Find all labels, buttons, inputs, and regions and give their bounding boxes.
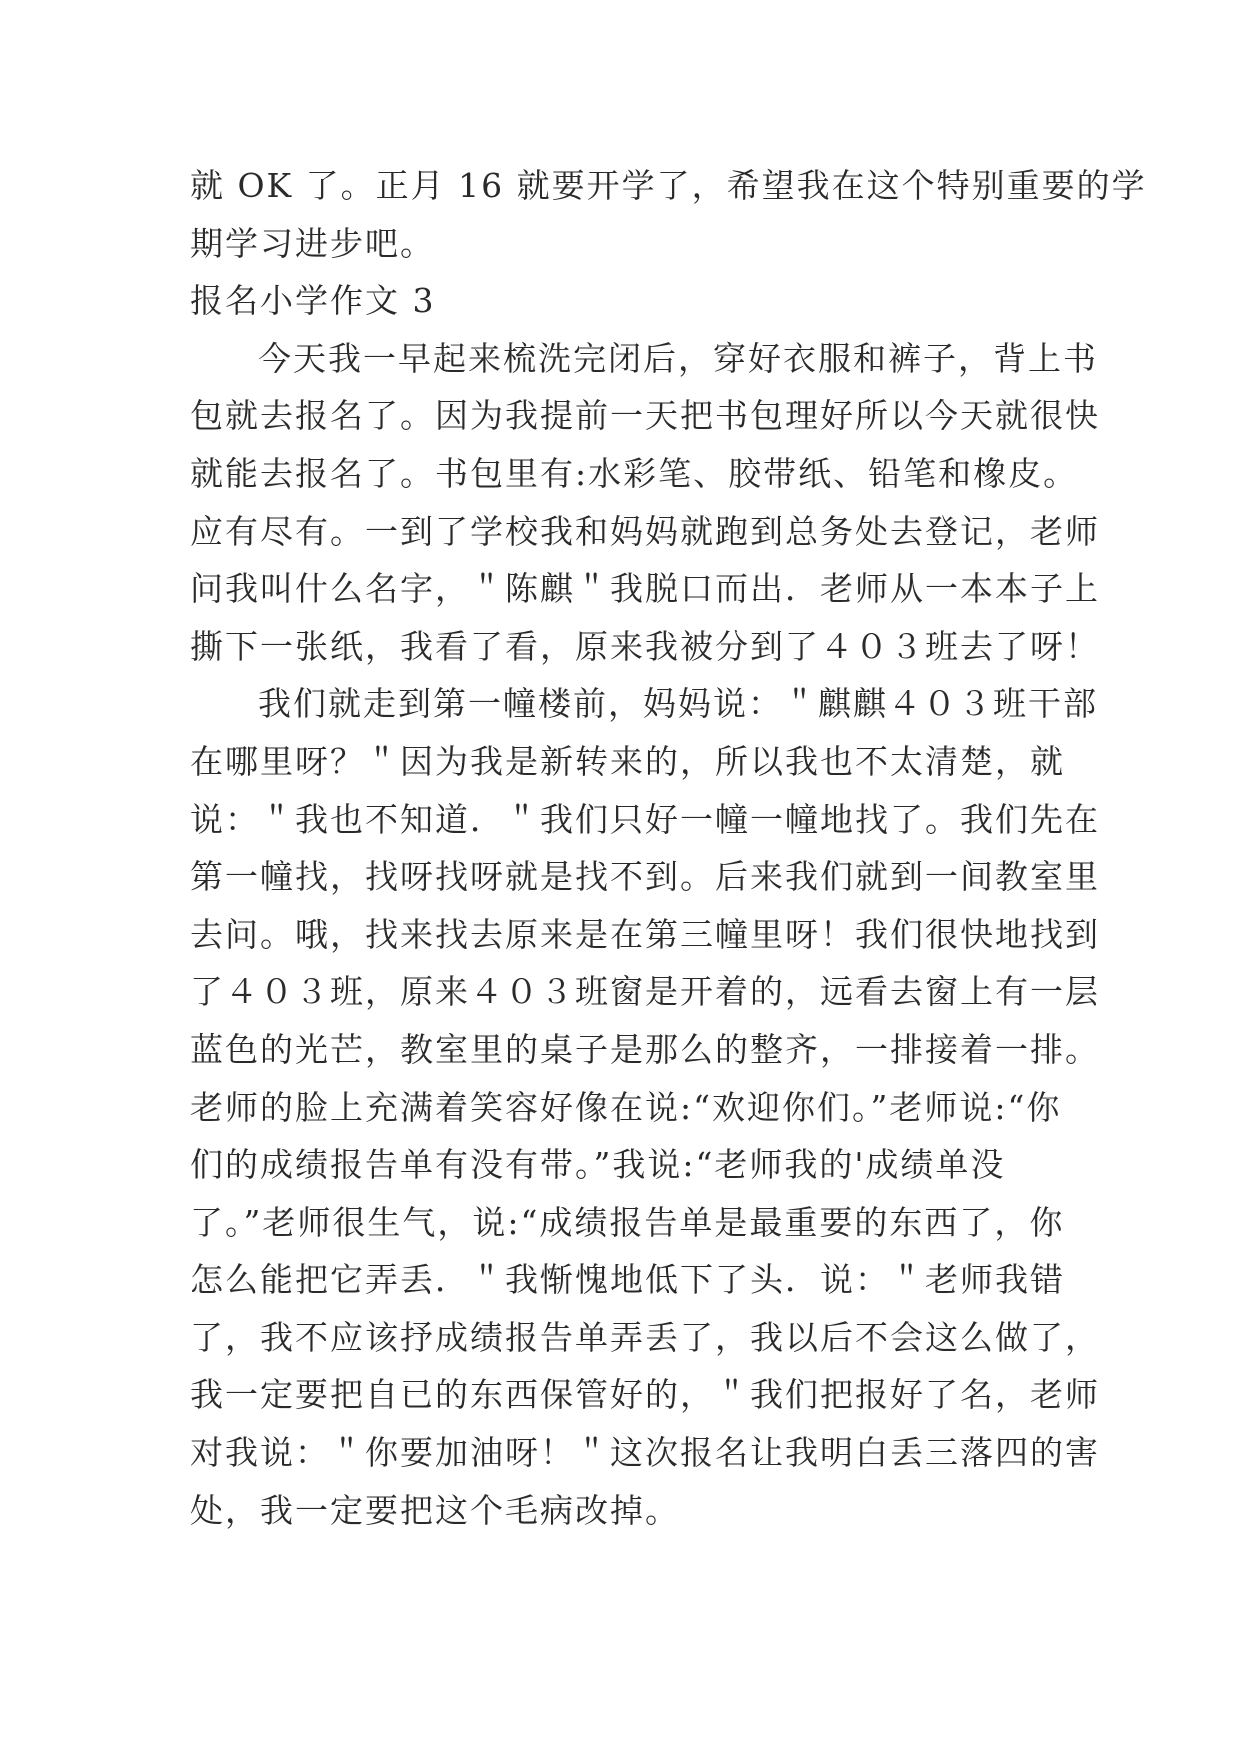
text-line: 问我叫什么名字，＂陈麒＂我脱口而出．老师从一本本子上: [190, 569, 1100, 609]
text-line: 蓝色的光芒，教室里的桌子是那么的整齐，一排接着一排。: [190, 1029, 1100, 1069]
essay-heading: 报名小学作文 3: [190, 281, 436, 321]
text-line: 在哪里呀？＂因为我是新转来的，所以我也不太清楚，就: [190, 741, 1065, 781]
text-line: 应有尽有。一到了学校我和妈妈就跑到总务处去登记，老师: [190, 511, 1100, 551]
text-line: 期学习进步吧。: [190, 223, 435, 263]
text-line: 说：＂我也不知道．＂我们只好一幢一幢地找了。我们先在: [190, 799, 1100, 839]
text-line: 了４０３班，原来４０３班窗是开着的，远看去窗上有一层: [190, 972, 1100, 1012]
text-line: 们的成绩报告单有没有带。”我说:“老师我的'成绩单没: [190, 1145, 1006, 1185]
paragraph-first-line: 我们就走到第一幢楼前，妈妈说：＂麒麒４０３班干部: [258, 684, 1098, 724]
text-line: 包就去报名了。因为我提前一天把书包理好所以今天就很快: [190, 396, 1100, 436]
text-line: 了，我不应该抒成绩报告单弄丢了，我以后不会这么做了，: [190, 1317, 1100, 1357]
text-line: 去问。哦，找来找去原来是在第三幢里呀！我们很快地找到: [190, 914, 1100, 954]
text-line: 老师的脸上充满着笑容好像在说:“欢迎你们。”老师说:“你: [190, 1087, 1062, 1127]
paragraph-first-line: 今天我一早起来梳洗完闭后，穿好衣服和裤子，背上书: [258, 338, 1098, 378]
text-line: 处，我一定要把这个毛病改掉。: [190, 1490, 680, 1530]
text-line: 对我说：＂你要加油呀！＂这次报名让我明白丢三落四的害: [190, 1433, 1100, 1473]
text-line: 就 OK 了。正月 16 就要开学了，希望我在这个特别重要的学: [190, 166, 1147, 205]
text-line: 撕下一张纸，我看了看，原来我被分到了４０３班去了呀！: [190, 626, 1100, 666]
text-line: 第一幢找，找呀找呀就是找不到。后来我们就到一间教室里: [190, 857, 1100, 897]
text-line: 了。”老师很生气，说:“成绩报告单是最重要的东西了，你: [190, 1202, 1065, 1242]
text-line: 我一定要把自已的东西保管好的，＂我们把报好了名，老师: [190, 1375, 1100, 1415]
text-line: 就能去报名了。书包里有:水彩笔、胶带纸、铅笔和橡皮。: [190, 453, 1079, 493]
essay-text: [190, 157, 1147, 1539]
text-line: 怎么能把它弄丢．＂我惭愧地低下了头．说：＂老师我错: [190, 1260, 1065, 1300]
